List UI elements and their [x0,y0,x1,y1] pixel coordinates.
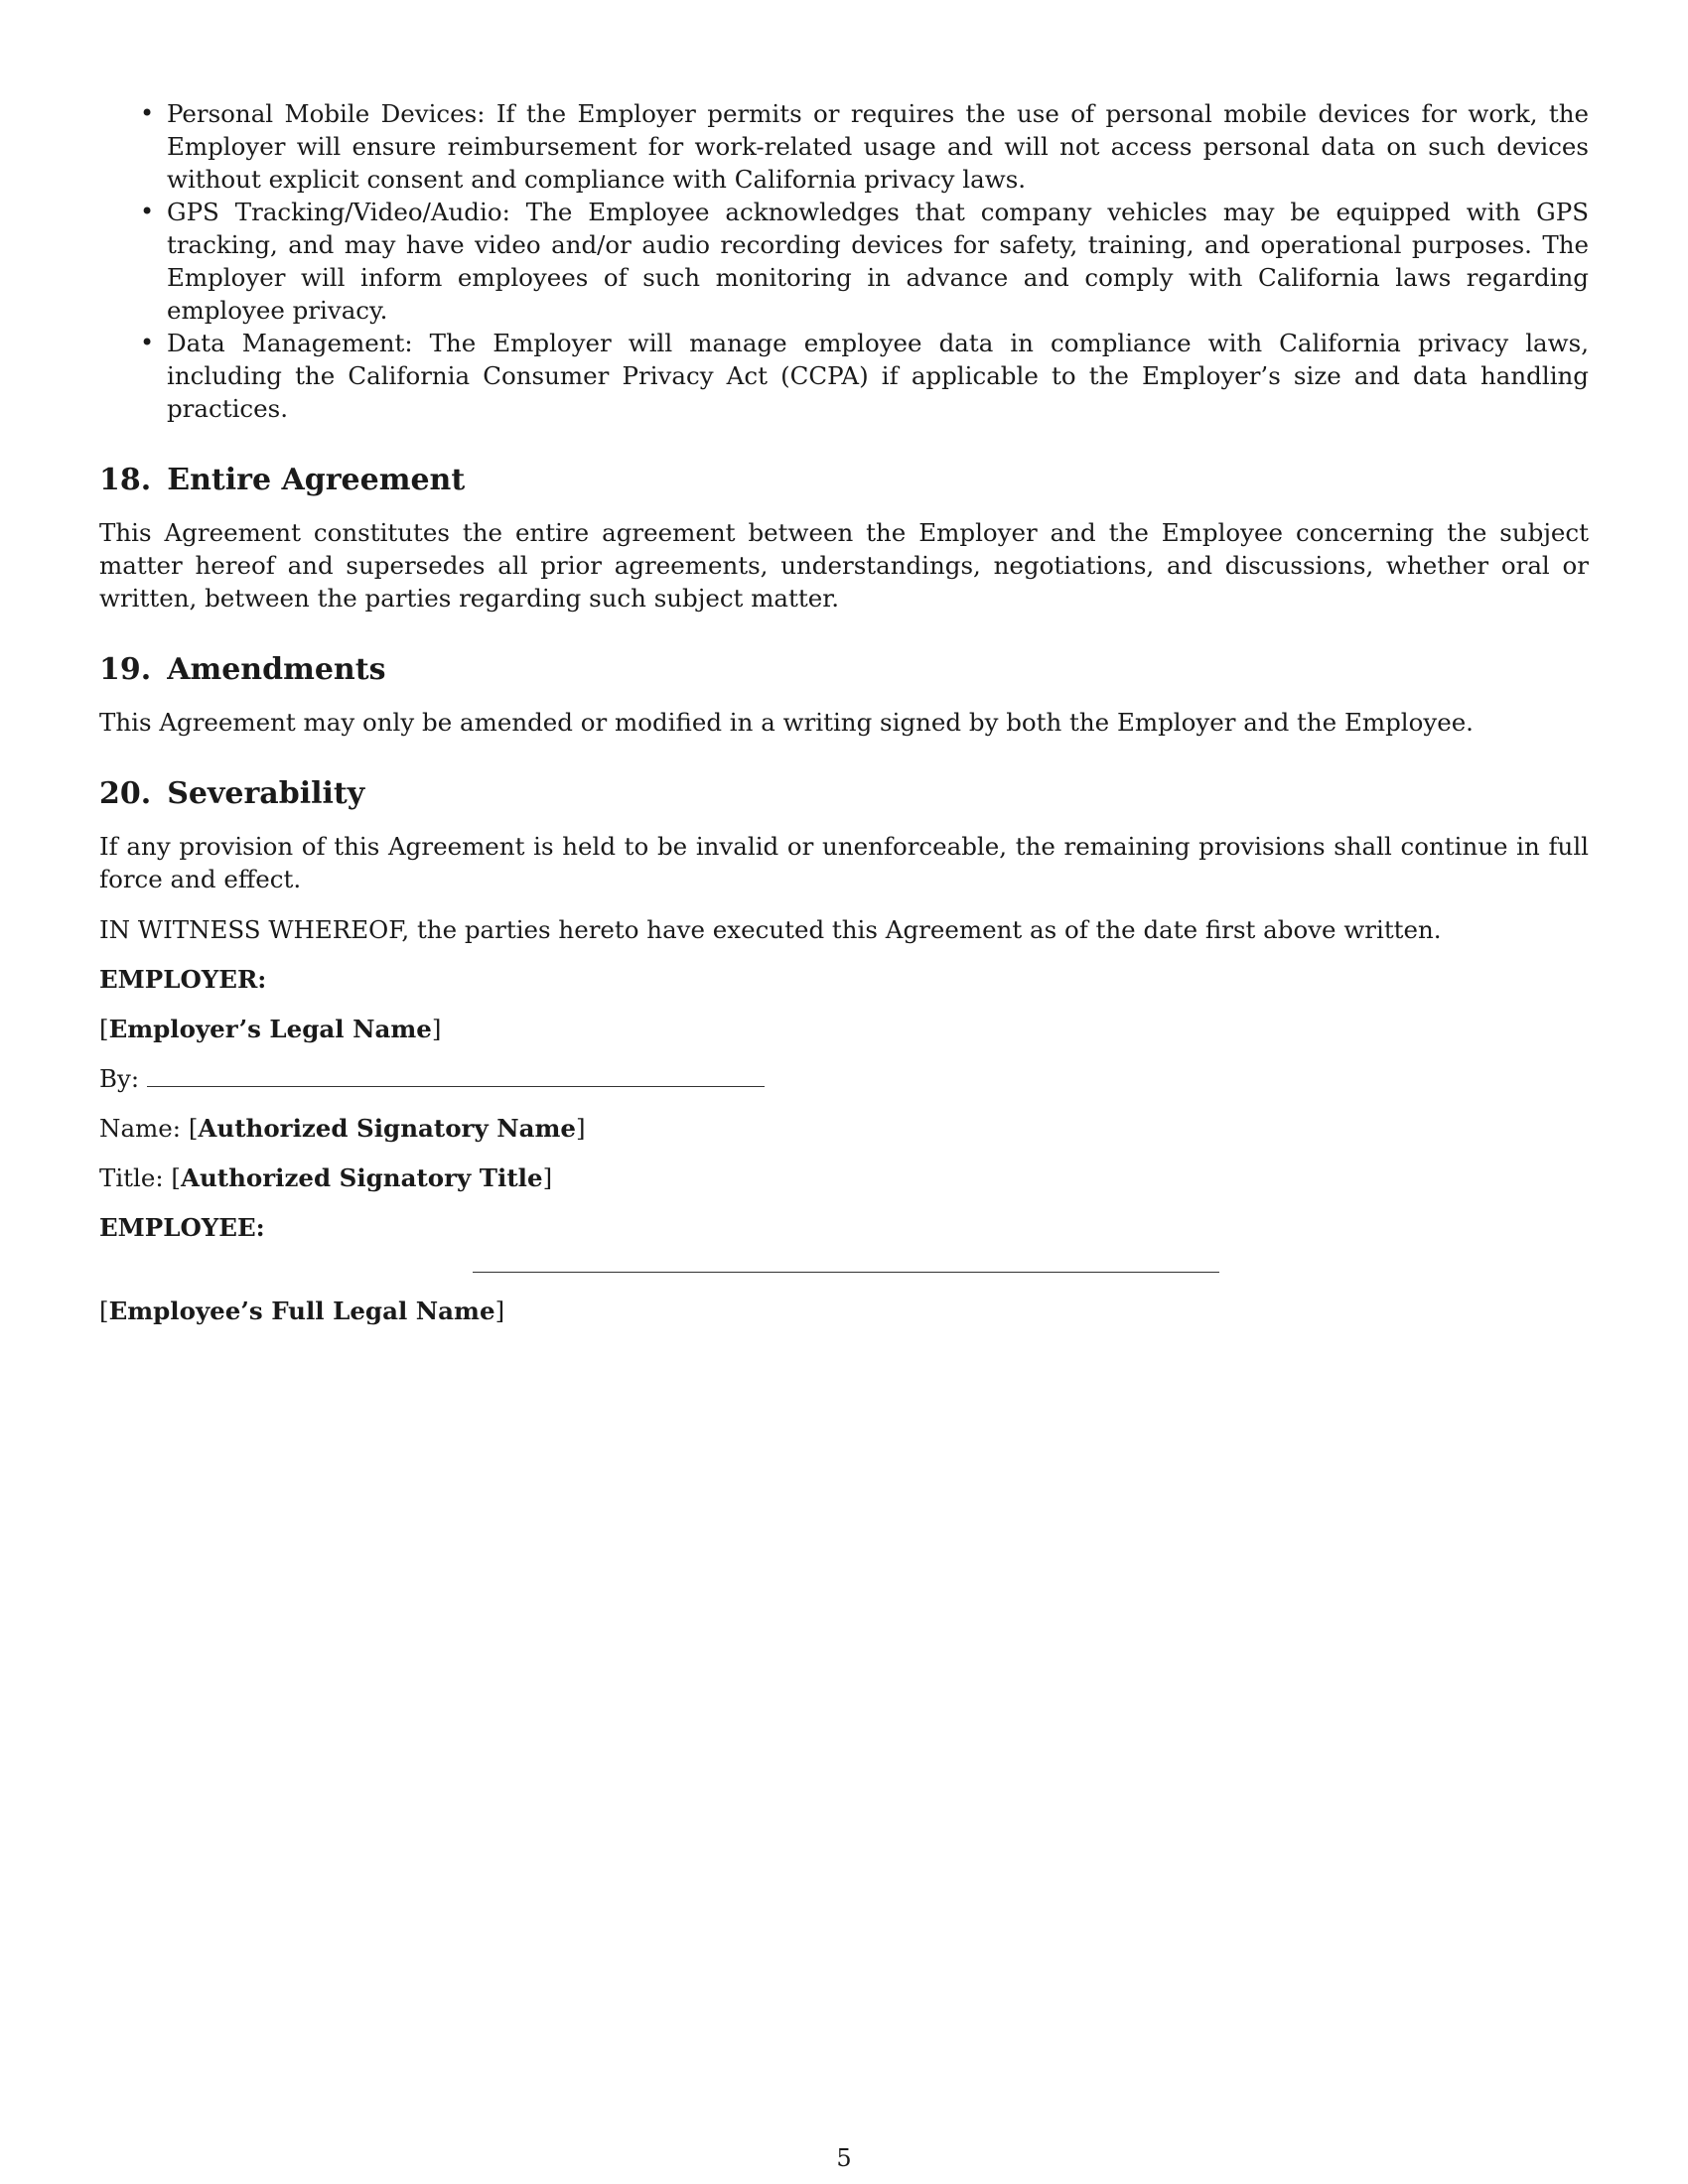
signatory-name-value: Authorized Signatory Name [198,1114,576,1143]
section-heading-amendments [99,650,1589,690]
section-number: 18. [99,463,152,497]
privacy-bullet-list [99,97,1589,425]
employer-legal-name-value: Employer’s Legal Name [108,1015,432,1043]
employer-signatory-title-row: Title: [Authorized Signatory Title] [99,1163,553,1192]
employee-signature-line[interactable] [473,1272,1219,1273]
section-heading-severability [99,774,1589,814]
employer-signature-row [99,1062,1589,1095]
section-title: Amendments [167,652,386,687]
bullet-icon: • [140,329,155,356]
employee-legal-name-value: Employee’s Full Legal Name [108,1297,495,1325]
employer-heading: EMPLOYER: [99,965,267,994]
section-number: 20. [99,776,152,811]
by-label: By: [99,1064,140,1093]
list-item [140,327,1589,425]
section-title: Entire Agreement [167,463,466,497]
section-heading-entire-agreement [99,461,1589,500]
bracket-close: ] [431,1015,442,1043]
bullet-icon: • [140,99,155,127]
title-label: Title: [99,1163,164,1192]
name-label: Name: [99,1114,182,1143]
list-item [140,97,1589,196]
page-number: 5 [836,2144,852,2172]
section-number: 19. [99,652,152,687]
section-body-amendments: This Agreement may only be amended or modified in a writing signed by both the Employer and the Employee. [99,708,1474,737]
employee-heading: EMPLOYEE: [99,1213,265,1242]
bullet-text: Data Management: The Employer will manage employee data in compliance with California privacy laws, including the California Consumer Privacy Act (CCPA) if applicable to the Employer’s size and data handling practices. [167,329,1589,423]
bullet-text: Personal Mobile Devices: If the Employer permits or requires the use of personal mobile devices for work, the Employer will ensure reimbursement for work-related usage and will not access personal data on such devices without explicit consent and compliance with California privacy laws. [167,99,1589,194]
employer-signatory-name-row: Name: [Authorized Signatory Name] [99,1114,586,1143]
witness-statement: IN WITNESS WHEREOF, the parties hereto have executed this Agreement as of the date first above written. [99,915,1442,944]
bullet-text: GPS Tracking/Video/Audio: The Employee acknowledges that company vehicles may be equipped with GPS tracking, and may have video and/or audio recording devices for safety, training, and operational purposes. The Employer will inform employees of such monitoring in advance and comply with California laws regarding employee privacy. [167,198,1589,325]
employer-legal-name [99,1013,1589,1045]
signatory-title-value: Authorized Signatory Title [180,1163,543,1192]
section-title: Severability [167,776,365,811]
section-body-severability: If any provision of this Agreement is held to be invalid or unenforceable, the remaining provisions shall continue in full force and effect. [99,832,1589,893]
bullet-icon: • [140,198,155,225]
employee-legal-name: [Employee’s Full Legal Name] [99,1297,505,1325]
employer-signature-line[interactable] [147,1062,765,1087]
document-page [99,97,1589,1327]
section-body-entire-agreement: This Agreement constitutes the entire agreement between the Employer and the Employee concerning the subject matter hereof and supersedes all prior agreements, understandings, negotiations, and discussions, whether oral or written, between the parties regarding such subject matter. [99,518,1589,613]
bracket-open: [ [99,1015,109,1043]
list-item [140,196,1589,327]
